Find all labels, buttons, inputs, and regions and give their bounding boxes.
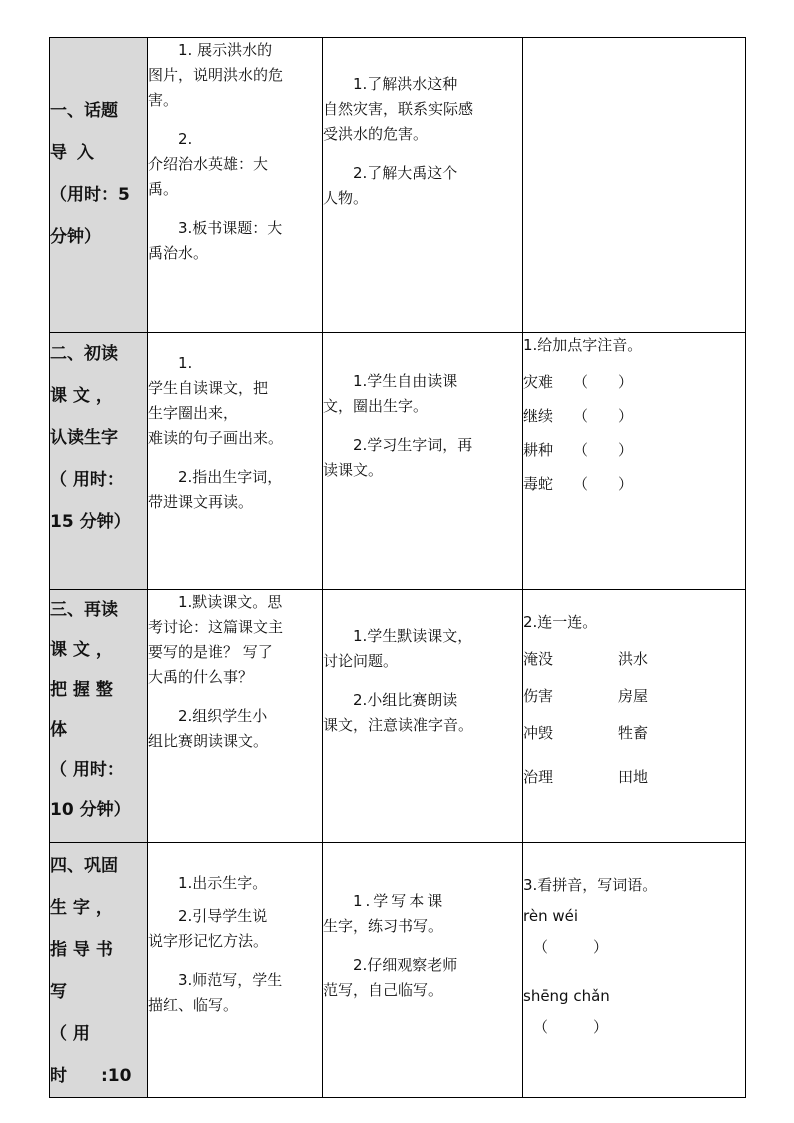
teacher-step: [148, 904, 322, 954]
stage-line: 导 入: [50, 143, 96, 163]
text-line: 1.: [178, 354, 193, 372]
text-line: 生字，练习书写。: [323, 917, 444, 935]
pinyin-prompt: shēng chǎn: [523, 987, 610, 1005]
text-line: 文，圈出生字。: [323, 397, 429, 415]
text-line: 考讨论：这篇课文主: [148, 618, 284, 636]
teacher-step: [148, 216, 322, 266]
text-line: 1.学生默读课文，: [353, 627, 473, 645]
stage-line: 二、初读: [50, 344, 118, 364]
row-intro: [50, 38, 746, 333]
match-right-word: 牲畜: [618, 724, 649, 742]
exercise-item: [523, 404, 745, 438]
answer-blank: （ ）: [533, 938, 609, 956]
text-line: 1.了解洪水这种: [353, 75, 458, 93]
student-activity-cell: [323, 590, 523, 843]
stage-line: 指 导 书: [50, 940, 113, 960]
student-step: [323, 953, 522, 1003]
student-step: [323, 369, 522, 419]
exercise-item: [523, 438, 745, 472]
stage-line: 四、巩固: [50, 856, 118, 876]
text-line: 害。: [148, 91, 179, 109]
text-line: 2.学习生字词，再: [353, 436, 473, 454]
teacher-step: [148, 871, 322, 896]
stage-cell: [50, 590, 148, 843]
exercise-word: 毒蛇: [523, 475, 554, 493]
match-left-word: 淹没: [523, 650, 554, 668]
text-line: 3.师范写，学生: [178, 971, 283, 989]
exercise-item: [523, 472, 745, 506]
student-step: [323, 433, 522, 483]
text-line: 2.仔细观察老师: [353, 956, 458, 974]
match-pair: [523, 765, 745, 802]
teacher-step: [148, 38, 322, 113]
stage-line: 时 :10: [50, 1066, 132, 1086]
text-line: 组比赛朗读课文。: [148, 732, 269, 750]
stage-line: 把 握 整: [50, 680, 113, 700]
student-step: [323, 688, 522, 738]
text-line: 范写，自己临写。: [323, 981, 444, 999]
match-left-word: 治理: [523, 768, 554, 786]
match-pair: [523, 684, 745, 721]
stage-line: 生 字 ，: [50, 898, 113, 918]
teacher-activity-cell: [148, 843, 323, 1098]
text-line: 说字形记忆方法。: [148, 932, 269, 950]
pinyin-prompt: rèn wéi: [523, 907, 579, 925]
stage-line: （ 用: [50, 1024, 90, 1044]
teacher-activity-cell: [148, 333, 323, 590]
stage-line: （用时：5: [50, 185, 130, 205]
answer-blank: （ ）: [573, 441, 634, 459]
text-line: 1.学生自由读课: [353, 372, 458, 390]
text-line: 讨论问题。: [323, 652, 399, 670]
text-line: 要写的是谁？ 写了: [148, 643, 273, 661]
text-line: 2.组织学生小: [178, 707, 268, 725]
exercise-word: 耕种: [523, 441, 554, 459]
student-activity-cell: [323, 333, 523, 590]
exercise-title: 1.给加点字注音。: [523, 336, 643, 354]
text-line: 1. 展示洪水的: [178, 41, 273, 59]
stage-line: 一、话题: [50, 101, 118, 121]
exercise-cell: [523, 38, 746, 333]
student-step: [323, 72, 522, 147]
match-right-word: 洪水: [618, 650, 649, 668]
teacher-step: [148, 127, 322, 202]
stage-line: 15 分钟）: [50, 512, 131, 532]
stage-line: 分钟）: [50, 227, 101, 247]
text-line: 2.: [178, 130, 193, 148]
answer-blank: （ ）: [533, 1018, 609, 1036]
stage-line: 课 文 ，: [50, 386, 113, 406]
text-line: 1.学写本课: [353, 892, 446, 910]
row-first-reading: [50, 333, 746, 590]
answer-blank: （ ）: [573, 373, 634, 391]
exercise-word: 灾难: [523, 373, 554, 391]
stage-cell: [50, 38, 148, 333]
text-line: 读课文。: [323, 461, 384, 479]
stage-line: 三、再读: [50, 600, 118, 620]
teacher-step: [148, 351, 322, 451]
text-line: 受洪水的危害。: [323, 125, 429, 143]
stage-line: 写: [50, 982, 67, 1002]
row-writing: [50, 843, 746, 1098]
stage-line: 体: [50, 720, 67, 740]
teacher-step: [148, 590, 322, 690]
text-line: 2.了解大禹这个: [353, 164, 458, 182]
text-line: 课文，注意读准字音。: [323, 716, 474, 734]
text-line: 禹治水。: [148, 244, 209, 262]
lesson-plan-table: [49, 37, 746, 1098]
text-line: 3.板书课题：大: [178, 219, 283, 237]
stage-cell: [50, 843, 148, 1098]
teacher-step: [148, 465, 322, 515]
stage-line: （ 用时：: [50, 470, 124, 490]
student-step: [323, 161, 522, 211]
teacher-activity-cell: [148, 590, 323, 843]
stage-line: 课 文 ，: [50, 640, 113, 660]
text-line: 2.引导学生说: [178, 907, 268, 925]
row-second-reading: [50, 590, 746, 843]
text-line: 大禹的什么事？: [148, 668, 254, 686]
exercise-word: 继续: [523, 407, 554, 425]
teacher-step: [148, 968, 322, 1018]
answer-blank: （ ）: [573, 407, 634, 425]
text-line: 带进课文再读。: [148, 493, 254, 511]
text-line: 学生自读课文，把: [148, 379, 269, 397]
exercise-title: 3.看拼音，写词语。: [523, 876, 658, 894]
stage-cell: [50, 333, 148, 590]
match-right-word: 田地: [618, 768, 649, 786]
exercise-title: 2.连一连。: [523, 613, 598, 631]
student-activity-cell: [323, 38, 523, 333]
text-line: 1.默读课文。思: [178, 593, 283, 611]
teacher-activity-cell: [148, 38, 323, 333]
match-left-word: 伤害: [523, 687, 554, 705]
text-line: 图片，说明洪水的危: [148, 66, 284, 84]
teacher-step: [148, 704, 322, 754]
stage-line: （ 用时：: [50, 760, 124, 780]
exercise-item: [523, 370, 745, 404]
text-line: 描红、临写。: [148, 996, 239, 1014]
match-left-word: 冲毁: [523, 724, 554, 742]
text-line: 1.出示生字。: [178, 874, 268, 892]
exercise-cell: [523, 590, 746, 843]
text-line: 自然灾害，联系实际感: [323, 100, 474, 118]
exercise-cell: [523, 333, 746, 590]
text-line: 禹。: [148, 180, 179, 198]
student-step: [323, 889, 522, 939]
match-right-word: 房屋: [618, 687, 649, 705]
text-line: 人物。: [323, 189, 369, 207]
text-line: 难读的句子画出来。: [148, 429, 284, 447]
stage-line: 10 分钟）: [50, 800, 131, 820]
text-line: 介绍治水英雄：大: [148, 155, 269, 173]
match-pair: [523, 647, 745, 684]
student-activity-cell: [323, 843, 523, 1098]
match-pair: [523, 721, 745, 765]
student-step: [323, 624, 522, 674]
text-line: 2.指出生字词，: [178, 468, 283, 486]
answer-blank: （ ）: [573, 475, 634, 493]
exercise-cell: [523, 843, 746, 1098]
stage-line: 认读生字: [50, 428, 118, 448]
text-line: 生字圈出来，: [148, 404, 239, 422]
text-line: 2.小组比赛朗读: [353, 691, 458, 709]
